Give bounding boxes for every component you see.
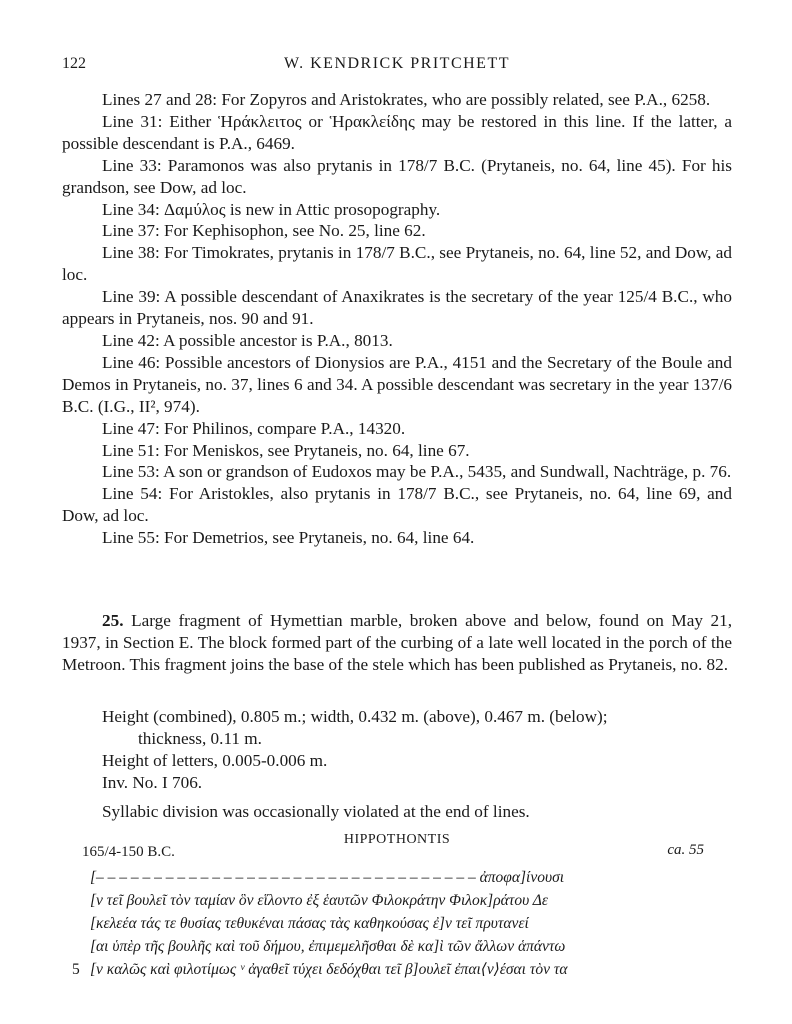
page-header: [62, 55, 732, 77]
note-line-42: Line 42: A possible ancestor is P.A., 8013.: [102, 330, 393, 350]
note-line-37: Line 37: For Kephisophon, see No. 25, line 62.: [102, 221, 426, 241]
line-text: [ν τεῖ βουλεῖ τὸν ταμίαν ὃν εἵλοντο ἐξ ἑαυτῶν Φιλοκράτην Φιλοκ]ράτου Δε: [90, 892, 548, 909]
inventory-number: Inv. No. I 706.: [102, 772, 203, 792]
line-number: 5: [72, 961, 80, 978]
inscription-line: [62, 866, 732, 889]
line-text: [ν καλῶς καὶ φιλοτίμως ᵛ ἀγαθεῖ τύχει δεδόχθαι τεῖ β]ουλεῖ ἐπαι⟨ν⟩έσαι τὸν τα: [90, 961, 568, 978]
note-line-38: Line 38: For Timokrates, prytanis in 178/7 B.C., see Prytaneis, no. 64, line 52, and Dow, ad loc.: [62, 243, 732, 285]
line-text: [κελεέα τάς τε θυσίας τεθυκέναι πάσας τὰς καθηκούσας ἐ]ν τεῖ πρυτανεί: [90, 915, 529, 932]
note-line-47: Line 47: For Philinos, compare P.A., 14320.: [102, 418, 406, 438]
inscription-lines: [62, 866, 732, 981]
note-line-51: Line 51: For Meniskos, see Prytaneis, no. 64, line 67.: [102, 440, 470, 460]
entry-description: [62, 610, 732, 676]
note-line-31: Line 31: Either Ἡράκλειτος or Ἡρακλείδης may be restored in this line. If the latter, a possible descendant is P.A., 6469.: [62, 111, 732, 153]
inscription-line: [62, 889, 732, 912]
note-line-34: Line 34: Δαμύλος is new in Attic prosopography.: [102, 199, 441, 219]
inscription-line: [62, 958, 732, 981]
commentary-notes: [62, 89, 732, 549]
entry-25: [62, 610, 732, 676]
letter-height: Height of letters, 0.005-0.006 m.: [102, 750, 328, 770]
syllabic-note: Syllabic division was occasionally violated at the end of lines.: [102, 801, 530, 821]
page-number: 122: [62, 55, 86, 72]
note-lines-27-28: Lines 27 and 28: For Zopyros and Aristokrates, who are possibly related, see P.A., 6258.: [102, 90, 711, 109]
note-line-53: Line 53: A son or grandson of Eudoxos may be P.A., 5435, and Sundwall, Nachträge, p. 76.: [102, 462, 732, 482]
entry-number: 25.: [102, 611, 124, 630]
note-line-33: Line 33: Paramonos was also prytanis in 178/7 B.C. (Prytaneis, no. 64, line 45). For his grandson, see Dow, ad loc.: [62, 155, 732, 197]
inscription-date: 165/4-150 B.C.: [82, 844, 175, 860]
dimension-thickness: thickness, 0.11 m.: [138, 728, 262, 748]
line-length: ca. 55: [667, 842, 704, 858]
dimension-height: Height (combined), 0.805 m.; width, 0.432 m. (above), 0.467 m. (below);: [102, 707, 608, 726]
inscription-tribe: HIPPOTHONTIS: [343, 832, 451, 847]
inscription-line: [62, 912, 732, 935]
note-line-55: Line 55: For Demetrios, see Prytaneis, no. 64, line 64.: [102, 528, 475, 548]
note-line-39: Line 39: A possible descendant of Anaxikrates is the secretary of the year 125/4 B.C., who appears in Prytaneis, nos. 90 and 91.: [62, 287, 732, 329]
line-text: [– – – – – – – – – – – – – – – – – – – – – – – – – – – – – – – – – ἀποφα]ίνουσι: [90, 869, 565, 886]
dimensions: [102, 706, 732, 823]
inscription-line: [62, 935, 732, 958]
line-text: [αι ὑπὲρ τῆς βουλῆς καὶ τοῦ δήμου, ἐπιμεμελῆσθαι δὲ κα]ὶ τῶν ἄλλων ἁπάντω: [90, 938, 566, 955]
running-head-author: W. KENDRICK PRITCHETT: [283, 55, 510, 72]
note-line-54: Line 54: For Aristokles, also prytanis in 178/7 B.C., see Prytaneis, no. 64, line 69, and Dow, ad loc.: [62, 484, 732, 526]
note-line-46: Line 46: Possible ancestors of Dionysios are P.A., 4151 and the Secretary of the Boule and Demos in Prytaneis, no. 37, lines 6 and 34. A possible descendant was secretary in the year 137/6 B.C. (I.G., II², 974).: [62, 352, 732, 416]
entry-text: Large fragment of Hymettian marble, broken above and below, found on May 21, 1937, in Section E. The block formed part of the curbing of a late well located in the porch of the Metroon. This fragment joins the base of the stele which has been published as Prytaneis, no. 82.: [62, 611, 733, 674]
